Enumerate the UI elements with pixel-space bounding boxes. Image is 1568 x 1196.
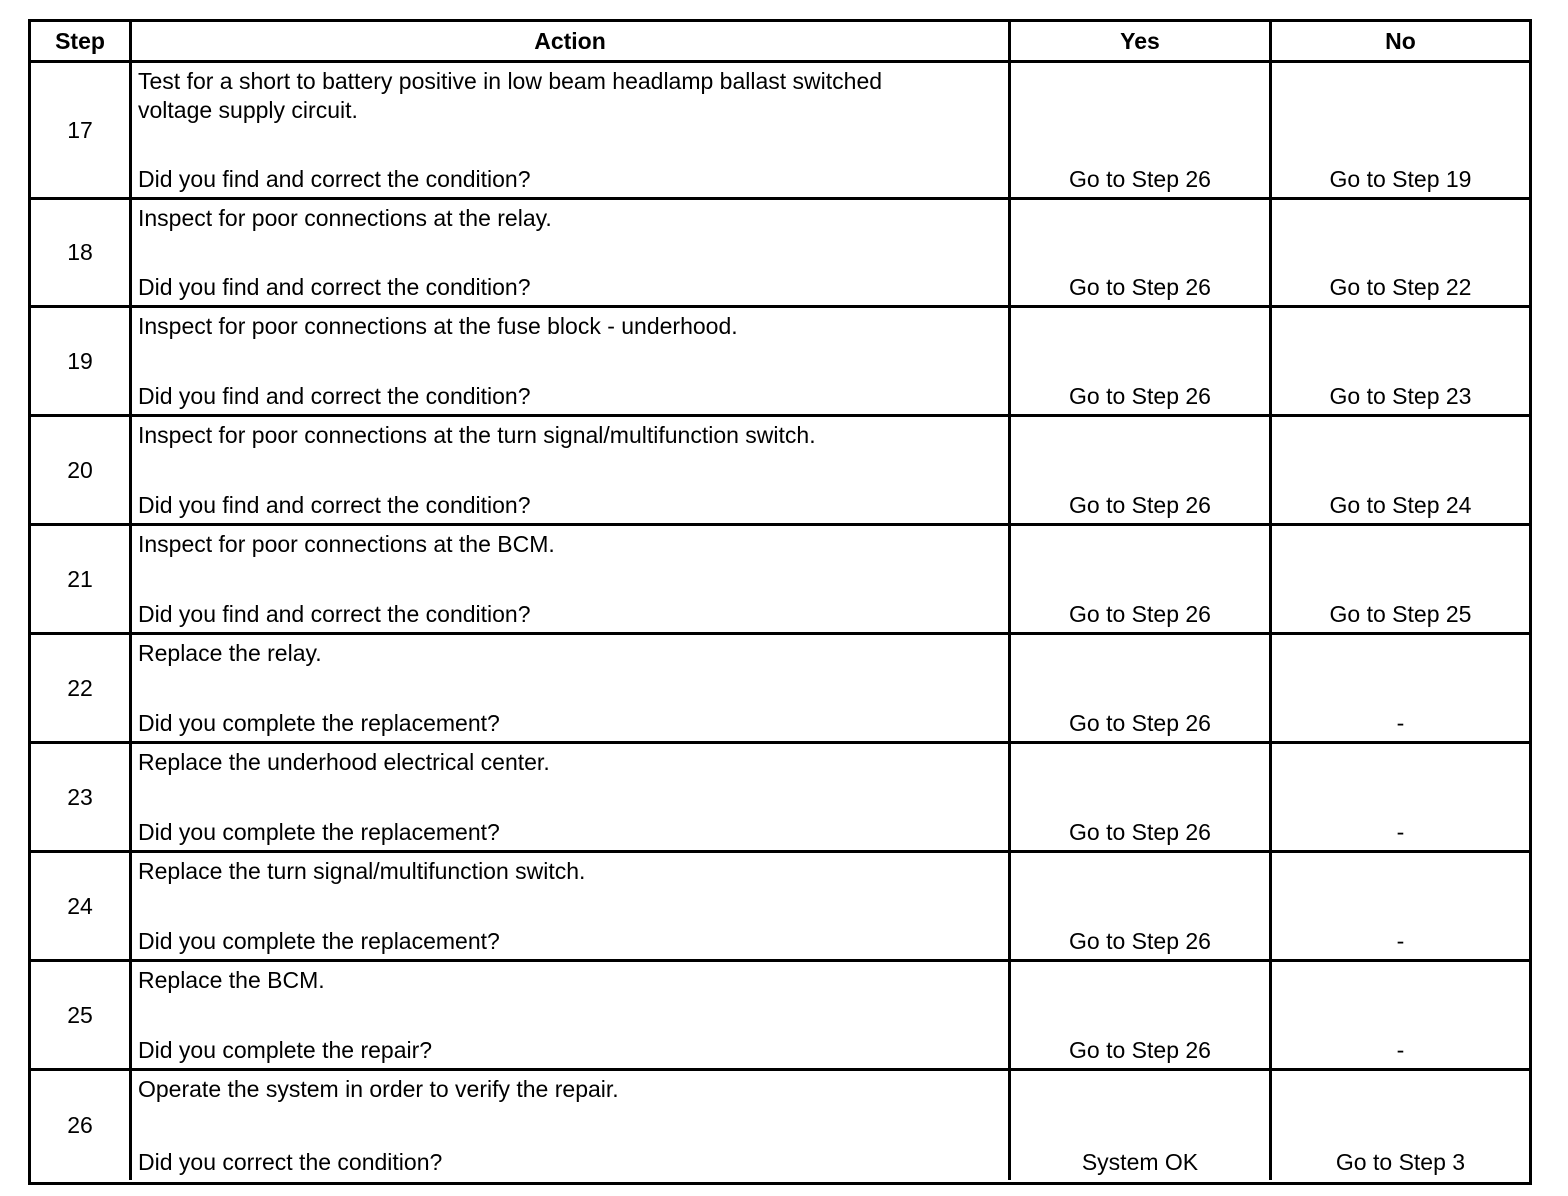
action-question: Did you correct the condition?	[138, 1149, 443, 1175]
no-result: Go to Step 3	[1335, 1149, 1466, 1175]
action-question: Did you complete the repair?	[138, 1037, 433, 1063]
action-question: Did you find and correct the condition?	[138, 274, 531, 300]
action-instruction: Replace the BCM.	[138, 967, 325, 993]
no-result: Go to Step 22	[1272, 200, 1529, 308]
yes-result: System OK	[1011, 1071, 1272, 1180]
no-result: Go to Step 24	[1272, 417, 1529, 526]
no-result: Go to Step 23	[1272, 308, 1529, 417]
action-instruction: Replace the underhood electrical center.	[138, 749, 550, 775]
action-cell	[132, 200, 1011, 308]
step-number: 24	[31, 853, 132, 962]
no-result: -	[1272, 635, 1529, 744]
action-cell	[132, 526, 1011, 635]
action-cell	[132, 962, 1011, 1071]
yes-result: Go to Step 26	[1011, 200, 1272, 308]
action-question: Did you find and correct the condition?	[138, 601, 531, 627]
step-number: 25	[31, 962, 132, 1071]
action-instruction: Test for a short to battery positive in low beam headlamp ballast switched voltage supply circuit.	[138, 68, 883, 123]
yes-result: Go to Step 26	[1011, 744, 1272, 853]
header-action: Action	[132, 22, 1011, 63]
action-cell	[132, 635, 1011, 744]
step-number: 18	[31, 200, 132, 308]
no-result: Go to Step 19	[1272, 63, 1529, 200]
action-cell	[132, 744, 1011, 853]
action-cell	[132, 63, 1011, 200]
header-step: Step	[31, 22, 132, 63]
action-instruction: Replace the turn signal/multifunction switch.	[138, 858, 586, 884]
no-result: -	[1272, 853, 1529, 962]
action-question: Did you find and correct the condition?	[138, 492, 531, 518]
action-instruction: Inspect for poor connections at the turn signal/multifunction switch.	[138, 422, 816, 448]
diagnostic-table	[28, 19, 1532, 1185]
action-instruction: Replace the relay.	[138, 640, 322, 666]
yes-result: Go to Step 26	[1011, 63, 1272, 200]
step-number: 20	[31, 417, 132, 526]
action-cell	[132, 308, 1011, 417]
step-number: 22	[31, 635, 132, 744]
no-result: -	[1272, 962, 1529, 1071]
action-question: Did you find and correct the condition?	[138, 166, 531, 192]
yes-result: Go to Step 26	[1011, 853, 1272, 962]
action-cell	[132, 1071, 1011, 1180]
step-number: 23	[31, 744, 132, 853]
step-number: 17	[31, 63, 132, 200]
header-no: No	[1272, 22, 1529, 63]
action-instruction: Inspect for poor connections at the fuse block - underhood.	[138, 313, 738, 339]
no-result: Go to Step 25	[1272, 526, 1529, 635]
action-question: Did you complete the replacement?	[138, 819, 500, 845]
yes-result: Go to Step 26	[1011, 526, 1272, 635]
header-yes: Yes	[1011, 22, 1272, 63]
action-question: Did you complete the replacement?	[138, 710, 500, 736]
action-question: Did you complete the replacement?	[138, 928, 500, 954]
no-result: -	[1272, 744, 1529, 853]
action-cell	[132, 853, 1011, 962]
action-instruction: Operate the system in order to verify the repair.	[138, 1076, 619, 1102]
step-number: 19	[31, 308, 132, 417]
yes-result: Go to Step 26	[1011, 417, 1272, 526]
action-instruction: Inspect for poor connections at the BCM.	[138, 531, 555, 557]
step-number: 21	[31, 526, 132, 635]
step-number: 26	[31, 1071, 132, 1180]
yes-result: Go to Step 26	[1011, 635, 1272, 744]
action-instruction: Inspect for poor connections at the relay.	[138, 205, 552, 231]
action-question: Did you find and correct the condition?	[138, 383, 531, 409]
action-cell	[132, 417, 1011, 526]
yes-result: Go to Step 26	[1011, 962, 1272, 1071]
yes-result: Go to Step 26	[1011, 308, 1272, 417]
